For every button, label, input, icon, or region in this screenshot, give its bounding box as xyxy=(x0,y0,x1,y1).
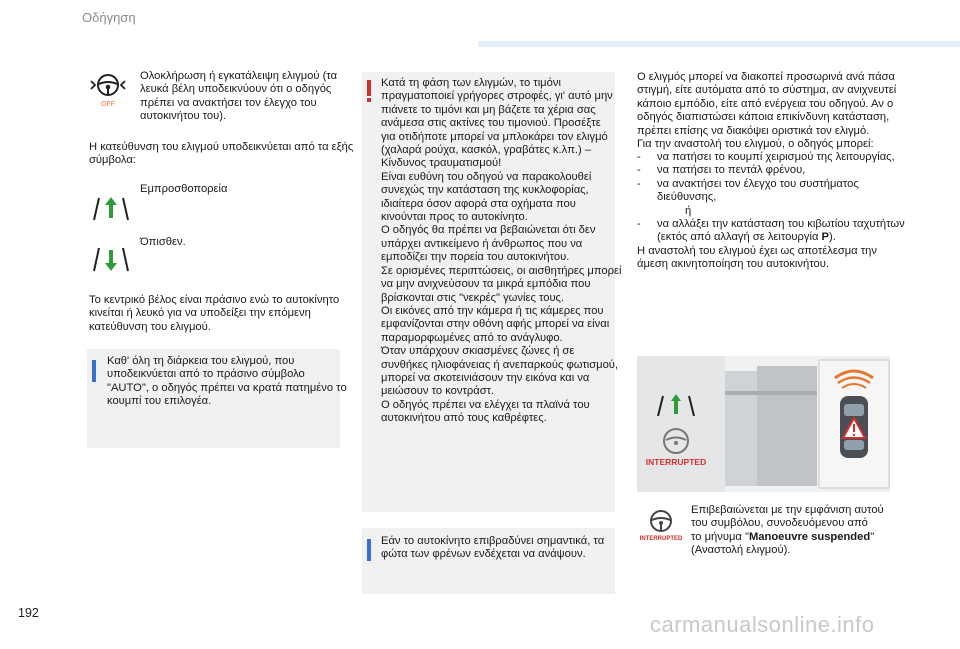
icon-label: INTERRUPTED xyxy=(640,536,682,542)
section-title: Οδήγηση xyxy=(82,10,136,25)
header-bar xyxy=(478,41,960,47)
interrupted-steering-icon xyxy=(640,509,682,543)
reverse-label: Όπισθεν. xyxy=(140,236,186,248)
forward-label: Εμπροσθοπορεία xyxy=(140,183,228,195)
page-number: 192 xyxy=(18,606,39,620)
col3-intro: Ο ελιγμός μπορεί να διακοπεί προσωρινά ανά πάσα στιγμή, είτε αυτόματα από το σύστημα, αν ανιχνευτεί κάποιο εμπόδιο, είτε από ενέργεια του οδηγού. Αν ο οδηγός διαπιστώσει κάποια επικίνδυνη κατάσταση, πρέπει επίσης να διακόψει οριστικά τον ελιγμό. Για την αναστολή του ελιγμού, ο οδηγός μπορεί: xyxy=(637,71,897,151)
suspend-options-list: - να πατήσει το κουμπί χειρισμού της λειτουργίας, - να πατήσει το πεντάλ φρένου, - να ανακτήσει τον έλεγχο του συστήματος διεύθυνσης, ή - να αλλάξει την κατάσταση του κιβωτίου ταχυτήτων (εκτός από αλλαγή σε λειτουργία P). Η αναστολή του ελιγμού έχει ως αποτέλεσμα την άμεση ακινητοποίηση του αυτοκινήτου. xyxy=(637,151,905,271)
warning-text: Κατά τη φάση των ελιγμών, το τιμόνι πραγματοποιεί γρήγορες στροφές, γι' αυτό μην πιάνετε το τιμόνι και μη βάζετε τα χέρια σας ανάμεσα στις ακτίνες του τιμονιού. Προσέξτε για οτιδήποτε μπορεί να μπλοκάρει τον ελιγμό (χαλαρά ρούχα, κασκόλ, γραβάτες κ.λπ.) – Κίνδυνος τραυματισμού! Είναι ευθύνη του οδηγού να παρακολουθεί συνεχώς την κατάσταση της κυκλοφορίας, ιδιαίτερα όσον αφορά στα οχήματα που κινούνται προς το αυτοκίνητο. Ο οδηγός θα πρέπει να βεβαιώνεται ότι δεν υπάρχει αντικείμενο ή άνθρωπος που να εμποδίζει την πορεία του αυτοκινήτου. Σε ορισμένες περιπτώσεις, οι αισθητήρες μπορεί να μην ανιχνεύσουν τα μικρά εμπόδια που βρίσκονται στις "νεκρές" γωνίες τους. Οι εικόνες από την κάμερα ή τις κάμερες που εμφανίζονται στην οθόνη αφής μπορεί να είναι παραμορφωμένες από το ανάγλυφο. Όταν υπάρχουν σκιασμένες ζώνες ή σε συνθήκες ηλιοφάνειας ή ανεπαρκούς φωτισμού, μπορεί να σκοτεινιάσουν την εικόνα και να μειώσουν το κοντράστ. Ο οδηγός πρέπει να ελέγχει τα πλαϊνά του αυτοκινήτου από τους καθρέφτες. xyxy=(381,77,622,425)
arrow-explanation: Το κεντρικό βέλος είναι πράσινο ενώ το αυτοκίνητο κινείται ή λευκό για να υποδείξει την επόμενη κατεύθυνση του ελιγμού. xyxy=(89,294,340,333)
col1-intro: Ολοκλήρωση ή εγκατάλειψη ελιγμού (τα λευκά βέλη υποδεικνύουν ότι ο οδηγός πρέπει να ανακτήσει τον έλεγχο του αυτοκινήτου του). xyxy=(140,70,338,123)
screen-illustration xyxy=(637,356,890,492)
info-bar-2 xyxy=(367,539,371,561)
watermark: carmanualsonline.info xyxy=(650,612,875,637)
info-note-text: Καθ' όλη τη διάρκεια του ελιγμού, που υποδεικνύεται από το πράσινο σύμβολο "AUTO", ο οδηγός πρέπει να κρατά πατημένο το κουμπί του επιλογέα. xyxy=(107,355,347,408)
steering-off-icon xyxy=(88,71,128,109)
list-item: - να πατήσει το κουμπί χειρισμού της λειτουργίας, xyxy=(637,151,895,163)
list-item: - να πατήσει το πεντάλ φρένου, xyxy=(637,164,806,177)
screen-label: INTERRUPTED xyxy=(645,457,707,467)
direction-text: Η κατεύθυνση του ελιγμού υποδεικνύεται από τα εξής σύμβολα: xyxy=(89,141,354,167)
screen-graphic xyxy=(637,356,890,492)
warning-icon xyxy=(367,80,371,102)
forward-arrow-icon xyxy=(91,194,131,222)
interrupted-caption: Επιβεβαιώνεται με την εμφάνιση αυτού του συμβόλου, συνοδευόμενου από το μήνυμα "Manoeuvre suspended" (Αναστολή ελιγμού). xyxy=(691,504,884,557)
info-bar xyxy=(92,360,96,382)
reverse-arrow-icon xyxy=(91,246,131,274)
off-label: OFF xyxy=(101,101,115,108)
list-item: - να αλλάξει την κατάσταση του κιβωτίου ταχυτήτων xyxy=(637,218,905,231)
list-item: - να ανακτήσει τον έλεγχο του συστήματος xyxy=(637,177,859,190)
info-note-text-2: Εάν το αυτοκίνητο επιβραδύνει σημαντικά, τα φώτα των φρένων ενδέχεται να ανάψουν. xyxy=(381,535,605,561)
